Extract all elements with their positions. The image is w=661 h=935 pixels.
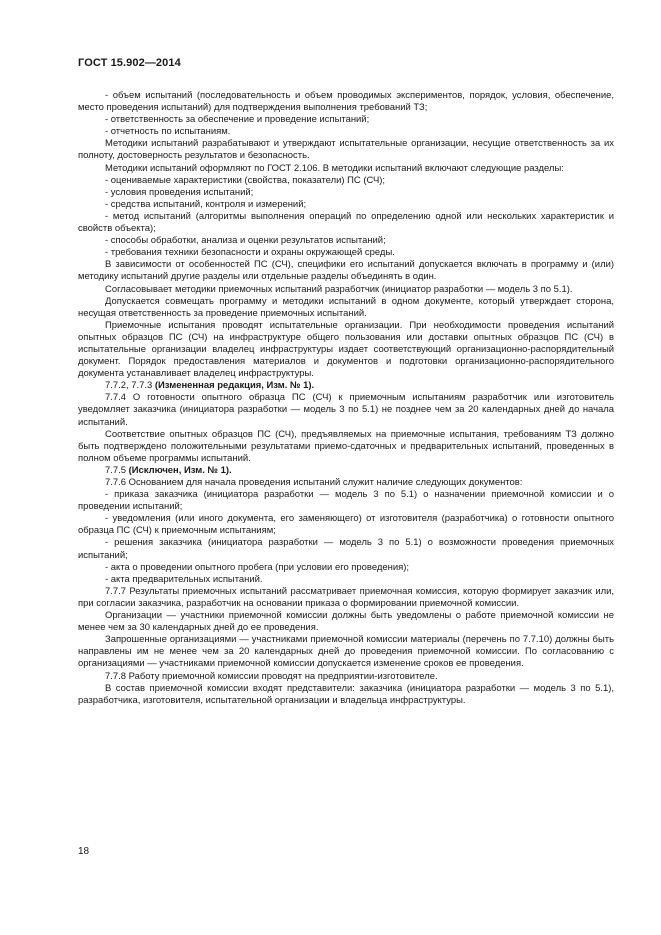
paragraph: [78, 380, 614, 392]
paragraph-text: 7.7.4 О готовности опытного образца ПС (СЧ) к приемочным испытаниям разработчик или изготовитель уведомляет заказчика (инициатора разработки — модель 3 по 5.1) не позднее чем за 20 календарных дней до начала испытаний.: [78, 392, 614, 428]
paragraph-text: Организации — участники приемочной комиссии должны быть уведомлены о работе приемочной комиссии не менее чем за 30 календарных дней до ее проведения.: [78, 610, 614, 634]
paragraph: [78, 163, 614, 175]
paragraph: [78, 671, 614, 683]
paragraph-text: - требования техники безопасности и охраны окружающей среды.: [105, 247, 395, 259]
document-body: [78, 90, 614, 707]
paragraph-text: 7.7.6 Основанием для начала проведения испытаний служит наличие следующих документов:: [105, 477, 523, 488]
paragraph-text: 7.7.5: [105, 464, 129, 476]
paragraph: [78, 429, 614, 465]
paragraph: [78, 465, 614, 477]
paragraph: [78, 296, 614, 320]
paragraph: [78, 610, 614, 634]
paragraph-text: Запрошенные организациями — участниками приемочной комиссии материалы (перечень по 7.7.10) должны быть направлены им не менее чем за 20 календарных дней до проведения приемочной комиссии. По согласованию с организациями — участниками приемочной комиссии допускается изменение сроков ее проведения.: [78, 634, 614, 670]
paragraph-text: - условия проведения испытаний;: [105, 186, 254, 198]
paragraph-text: - средства испытаний, контроля и измерений;: [105, 198, 307, 210]
paragraph-text: - метод испытаний (алгоритмы выполнения операций по определению одной или нескольких характеристик и свойств объекта);: [78, 210, 614, 235]
paragraph-text: 7.7.7 Результаты приемочных испытаний рассматривает приемочная комиссия, которую формирует заказчик или, при согласии заказчика, разработчик на основании приказа о формировании приемочной комиссии.: [78, 585, 614, 609]
paragraph-text: - отчетность по испытаниям.: [105, 126, 231, 138]
paragraph-text: - приказа заказчика (инициатора разработки — модель 3 по 5.1) о назначении приемочной комиссии и о проведении испытаний;: [78, 489, 614, 513]
paragraph: [78, 683, 614, 707]
paragraph: [78, 235, 614, 247]
paragraph-text: Согласовывает методики приемочных испытаний разработчик (инициатор разработки — модель 3 по 5.1).: [105, 283, 573, 295]
paragraph: [78, 90, 614, 114]
paragraph-text: 7.7.8 Работу приемочной комиссии проводят на предприятии-изготовителе.: [105, 670, 438, 682]
paragraph: [78, 562, 614, 574]
paragraph-text: Соответствие опытных образцов ПС (СЧ), предъявляемых на приемочные испытания, требованиям ТЗ должно быть подтверждено положительными результатами приемо-сдаточных и предварительных испытаний, проведенных в полном объеме программы испытаний.: [78, 428, 614, 464]
paragraph: [78, 634, 614, 670]
paragraph-text: - акта о проведении опытного пробега (при условии его проведения);: [105, 561, 409, 573]
paragraph: [78, 138, 614, 162]
paragraph: [78, 247, 614, 259]
paragraph: [78, 489, 614, 513]
paragraph-text: 7.7.2, 7.7.3: [105, 380, 155, 392]
paragraph-bold-text: (Измененная редакция, Изм. № 1).: [154, 380, 315, 392]
paragraph-text: Приемочные испытания проводят испытательные организации. При необходимости проведения испытаний опытных образцов ПС (СЧ) на инфраструктуре общего пользования или доставки опытных образцов ПС (СЧ) в испытательные организации владелец инфраструктуры издает соответствующий организационно-распорядительный документ. Порядок предоставления материалов и документов и подготовки организационно-распорядительного документа устанавливает владелец инфраструктуры.: [78, 319, 614, 380]
paragraph-text: - ответственность за обеспечение и проведение испытаний;: [105, 114, 370, 126]
paragraph: [78, 513, 614, 537]
paragraph: [78, 199, 614, 211]
paragraph-text: В состав приемочной комиссии входят представители: заказчика (инициатора разработки — модель 3 по 5.1), разработчика, изготовителя, испытательной организации и владельца инфраструктуры.: [78, 682, 614, 706]
paragraph-text: - оцениваемые характеристики (свойства, показатели) ПС (СЧ);: [105, 174, 386, 186]
paragraph-text: - акта предварительных испытаний.: [105, 573, 263, 585]
paragraph-text: - способы обработки, анализа и оценки результатов испытаний;: [105, 235, 386, 247]
paragraph: [78, 259, 614, 283]
paragraph: [78, 586, 614, 610]
paragraph: [78, 175, 614, 187]
paragraph: [78, 477, 614, 489]
paragraph: [78, 114, 614, 126]
paragraph: [78, 284, 614, 296]
paragraph-bold-text: (Исключен, Изм. № 1).: [128, 464, 232, 476]
paragraph: [78, 537, 614, 561]
paragraph-text: Методики испытаний разрабатывают и утверждают испытательные организации, несущие ответственность за их полноту, достоверность результатов и безопасность.: [78, 138, 614, 162]
paragraph-text: - объем испытаний (последовательность и объем проводимых экспериментов, порядок, условия, обеспечение, место проведения испытаний) для подтверждения выполнения требований ТЗ;: [78, 90, 614, 114]
paragraph: [78, 211, 614, 235]
paragraph-text: Допускается совмещать программу и методики испытаний в одном документе, который утверждает сторона, несущая ответственность за проведение приемочных испытаний.: [78, 295, 614, 319]
paragraph-text: В зависимости от особенностей ПС (СЧ), специфики его испытаний допускается включать в программу и (или) методику испытаний другие разделы или отдельные разделы объединять в один.: [78, 259, 614, 283]
paragraph-text: - уведомления (или иного документа, его заменяющего) от изготовителя (разработчика) о готовности опытного образца ПС (СЧ) к приемочным испытаниям;: [78, 513, 614, 537]
paragraph: [78, 187, 614, 199]
paragraph: [78, 126, 614, 138]
paragraph: [78, 574, 614, 586]
page-number: 18: [78, 846, 90, 857]
paragraph: [78, 320, 614, 380]
paragraph-text: - решения заказчика (инициатора разработки — модель 3 по 5.1) о возможности проведения приемочных испытаний;: [78, 537, 614, 561]
paragraph-text: Методики испытаний оформляют по ГОСТ 2.106. В методики испытаний включают следующие разделы:: [105, 162, 564, 174]
paragraph: [78, 392, 614, 428]
document-header: ГОСТ 15.902—2014: [78, 57, 181, 69]
